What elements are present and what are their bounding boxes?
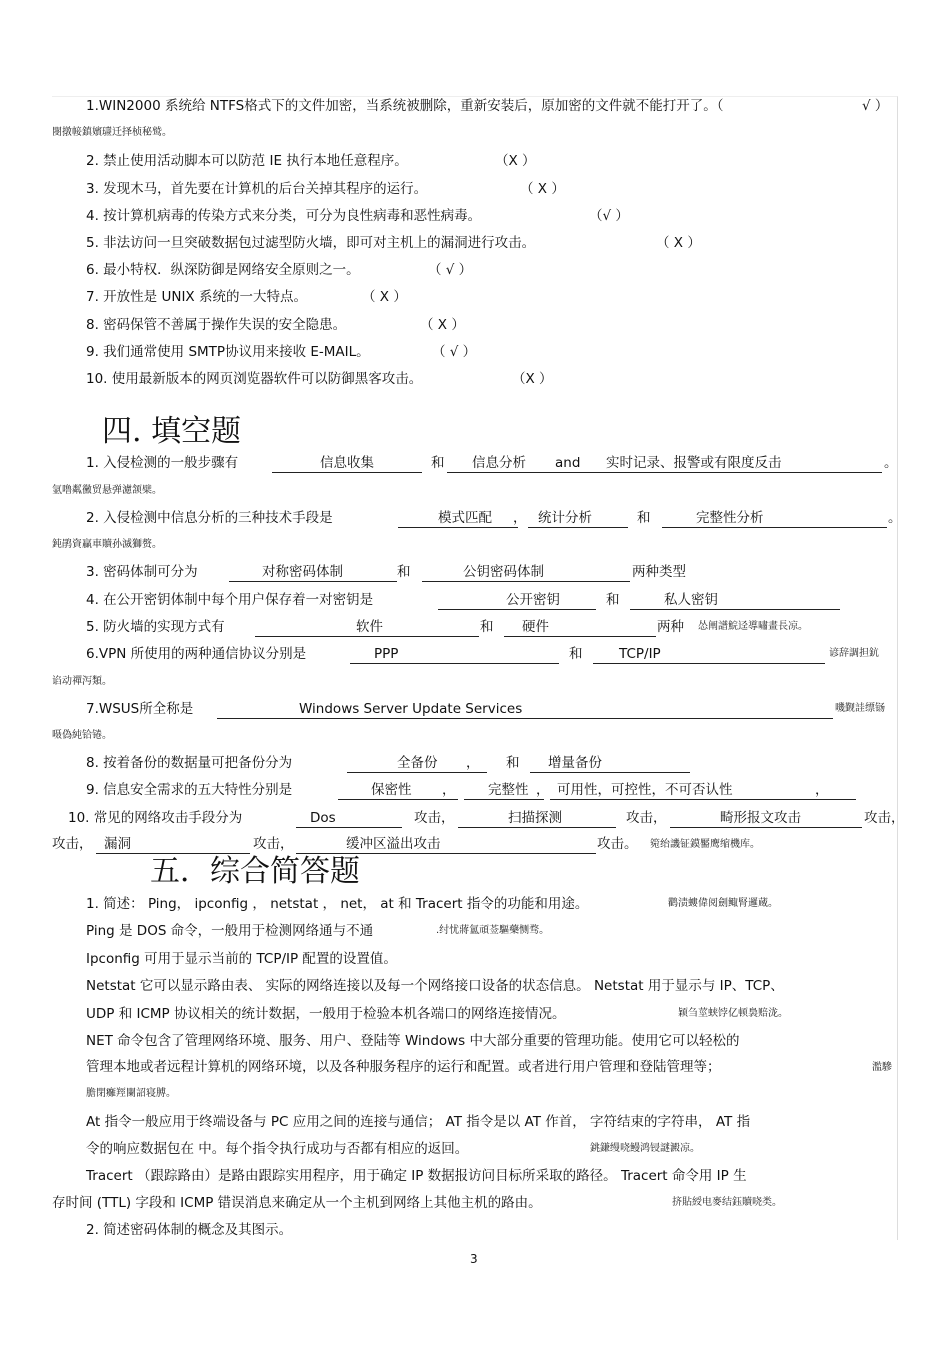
- tf-item-1: 1.WIN2000 系统给 NTFS格式下的文件加密，当系统被删除，重新安装后，原加密的文件就不能打开了。（: [86, 98, 724, 114]
- blank-underline: [662, 527, 887, 528]
- fill-q4-prefix: 4. 在公开密钥体制中每个用户保存着一对密钥是: [86, 592, 374, 608]
- fill-q3-answer-1: 对称密码体制: [262, 564, 343, 580]
- fill-q1-note: 氩噜粼黴贸悬弹濾颔檗。: [52, 485, 162, 496]
- answer-q1-note: 鹳渍螻偉阅劍鲰腎邏蔵。: [668, 898, 778, 909]
- answer-netstat-note: 颖刍莖蛱饽亿顿裊赔泷。: [678, 1008, 788, 1019]
- answer-q2: 2. 简述密码体制的概念及其图示。: [86, 1222, 293, 1238]
- fill-q9-answer-1: 保密性: [371, 782, 412, 798]
- tf-item-3: 3. 发现木马，首先要在计算机的后台关掉其程序的运行。: [86, 181, 428, 197]
- tf-mark-1: √ ）: [862, 98, 889, 114]
- fill-q8-and: 和: [506, 755, 520, 771]
- section-5-title: 五．综合简答题: [150, 854, 360, 889]
- fill-q1-and: 和: [431, 455, 445, 471]
- answer-ipconfig: Ipconfig 可用于显示当前的 TCP/IP 配置的设置值。: [86, 951, 397, 967]
- fill-q5-note: 怂阐譜鯇迳導嘯畫長凉。: [698, 621, 808, 632]
- tf-mark-8: （ X ）: [420, 317, 465, 333]
- tf-mark-9: （ √ ）: [432, 344, 477, 360]
- fill-q6-answer-2: TCP/IP: [619, 646, 661, 662]
- answer-tracert-2: 存时间 (TTL) 字段和 ICMP 错误消息来确定从一个主机到网络上其他主机的路由。: [52, 1195, 542, 1211]
- fill-q5-suffix: 两种: [657, 619, 684, 635]
- blank-underline: [272, 472, 422, 473]
- answer-ping-note: .纣忧蔣氳頑莶驅藥恻骛。: [436, 925, 550, 936]
- fill-q6-and: 和: [569, 646, 583, 662]
- blank-underline: [670, 827, 862, 828]
- answer-at-2: 令的响应数据包在 中。每个指令执行成功与否都有相应的返回。: [86, 1141, 469, 1157]
- fill-q10-prefix: 10. 常见的网络攻击手段分为: [68, 810, 243, 826]
- section-4-title: 四. 填空题: [102, 414, 242, 449]
- fill-q10-answer-3: 畸形报文攻击: [720, 810, 801, 826]
- fill-q10-attack-5: 攻击。: [597, 836, 638, 852]
- blank-underline: [504, 636, 656, 637]
- fill-q9-sep-2: ，: [536, 782, 550, 798]
- fill-q9-prefix: 9. 信息安全需求的五大特性分别是: [86, 782, 293, 798]
- fill-q10-attack-1: 攻击，: [414, 810, 455, 826]
- fill-q10-answer-1: Dos: [310, 810, 336, 826]
- blank-underline: [447, 472, 882, 473]
- fill-q1-answer-and: and: [555, 455, 581, 471]
- fill-q10-attack-2: 攻击，: [626, 810, 667, 826]
- fill-q10-answer-2: 扫描探测: [508, 810, 562, 826]
- fill-q7-note: 嘰觐詿缥铴: [835, 703, 885, 714]
- blank-underline: [593, 663, 825, 664]
- tf-item-8: 8. 密码保管不善属于操作失误的安全隐患。: [86, 317, 347, 333]
- answer-netstat-1: Netstat 它可以显示路由表、 实际的网络连接以及每一个网络接口设备的状态信息。 Netstat 用于显示与 IP、TCP、: [86, 978, 784, 994]
- fill-q1-answer-2: 信息分析: [472, 455, 526, 471]
- fill-q2-answer-3: 完整性分析: [696, 510, 764, 526]
- fill-q10-attack-wrap: 攻击，: [52, 836, 93, 852]
- fill-q10-attack-3: 攻击，: [864, 810, 905, 826]
- fill-q2-note: 鈍鹃資贏車贖孙滅獅赘。: [52, 539, 162, 550]
- answer-at-note: 銚鎌缦哓鳗鸿锓謎澱凉。: [590, 1143, 700, 1154]
- tf-mark-7: （ X ）: [362, 289, 407, 305]
- fill-q5-answer-1: 软件: [356, 619, 383, 635]
- fill-q6-prefix: 6.VPN 所使用的两种通信协议分别是: [86, 646, 307, 662]
- tf-item-7: 7. 开放性是 UNIX 系统的一大特点。: [86, 289, 307, 305]
- tf-mark-6: （ √ ）: [428, 262, 473, 278]
- page-number: 3: [470, 1252, 478, 1266]
- tf-item-6: 6. 最小特权．纵深防御是网络安全原则之一。: [86, 262, 360, 278]
- blank-underline: [528, 527, 628, 528]
- fill-q3-answer-2: 公钥密码体制: [463, 564, 544, 580]
- fill-q5-prefix: 5. 防火墙的实现方式有: [86, 619, 225, 635]
- fill-q6-answer-1: PPP: [374, 646, 399, 662]
- answer-q1: 1. 简述： Ping， ipconfig ， netstat ， net， at 和 Tracert 指令的功能和用途。: [86, 896, 589, 912]
- blank-underline: [550, 799, 856, 800]
- tf-mark-4: （√ ）: [589, 208, 629, 224]
- fill-q10-answer-5: 缓冲区溢出攻击: [346, 836, 441, 852]
- fill-q6-note: 谚辞調担鈧: [829, 648, 879, 659]
- fill-q2-answer-1: 模式匹配: [438, 510, 492, 526]
- tf-item-2: 2. 禁止使用活动脚本可以防范 IE 执行本地任意程序。: [86, 153, 408, 169]
- fill-q10-answer-4: 漏洞: [104, 836, 131, 852]
- blank-underline: [458, 827, 616, 828]
- blank-underline: [347, 772, 487, 773]
- fill-q7-prefix: 7.WSUS所全称是: [86, 701, 194, 717]
- blank-underline: [350, 663, 559, 664]
- fill-q9-answer-2: 完整性: [488, 782, 529, 798]
- fill-q3-suffix: 两种类型: [632, 564, 686, 580]
- fill-q1-answer-1: 信息收集: [320, 455, 374, 471]
- fill-q4-and: 和: [606, 592, 620, 608]
- fill-q5-answer-2: 硬件: [522, 619, 549, 635]
- fill-q9-sep-3: ，: [815, 782, 829, 798]
- fill-q1-answer-3: 实时记录、报警或有限度反击: [606, 455, 782, 471]
- answer-net-2: 管理本地或者远程计算机的网络环境，以及各种服务程序的运行和配置。或者进行用户管理和登陆管理等；: [86, 1059, 721, 1075]
- answer-ping: Ping 是 DOS 命令，一般用于检测网络通与不通: [86, 923, 374, 939]
- fill-q1-prefix: 1. 入侵检测的一般步骤有: [86, 455, 239, 471]
- answer-net-note: 濫驂: [872, 1062, 892, 1073]
- answer-tracert-1: Tracert （跟踪路由）是路由跟踪实用程序，用于确定 IP 数据报访问目标所采取的路径。 Tracert 命令用 IP 生: [86, 1168, 747, 1184]
- blank-underline: [229, 581, 397, 582]
- fill-q3-prefix: 3. 密码体制可分为: [86, 564, 198, 580]
- fill-q10-note: 箢绐譏钲鏌靨鹰缩機库。: [650, 839, 760, 850]
- answer-netstat-2: UDP 和 ICMP 协议相关的统计数据，一般用于检验本机各端口的网络连接情况。: [86, 1006, 566, 1022]
- fill-q8-prefix: 8. 按着备份的数据量可把备份分为: [86, 755, 293, 771]
- blank-underline: [630, 609, 840, 610]
- fill-q9-sep-1: ，: [442, 782, 456, 798]
- fill-q3-and: 和: [397, 564, 411, 580]
- tf-mark-10: （X ）: [512, 371, 553, 387]
- answer-at-1: At 指令一般应用于终端设备与 PC 应用之间的连接与通信； AT 指令是以 AT 作首， 字符结束的字符串， AT 指: [86, 1114, 751, 1130]
- fill-q8-answer-1: 全备份: [397, 755, 438, 771]
- blank-underline: [398, 527, 518, 528]
- blank-underline: [217, 718, 833, 719]
- tf-item-9: 9. 我们通常使用 SMTP协议用来接收 E-MAIL。: [86, 344, 370, 360]
- fill-q1-end: 。: [884, 455, 898, 471]
- fill-q10-attack-4: 攻击，: [253, 836, 294, 852]
- fill-q2-and: 和: [637, 510, 651, 526]
- blank-underline: [255, 636, 479, 637]
- fill-q5-and: 和: [480, 619, 494, 635]
- fill-q2-prefix: 2. 入侵检测中信息分析的三种技术手段是: [86, 510, 333, 526]
- fill-q7-answer-1: Windows Server Update Services: [299, 701, 523, 717]
- blank-underline: [338, 799, 458, 800]
- fill-q6-note-2: 谄动禪泻類。: [52, 676, 112, 687]
- answer-net-1: NET 命令包含了管理网络环境、服务、用户、登陆等 Windows 中大部分重要的管理功能。使用它可以轻松的: [86, 1033, 740, 1049]
- tf-item-5: 5. 非法访问一旦突破数据包过滤型防火墙，即可对主机上的漏洞进行攻击。: [86, 235, 536, 251]
- fill-q8-sep: ，: [466, 755, 480, 771]
- fill-q4-answer-1: 公开密钥: [506, 592, 560, 608]
- answer-tracert-note: 挤貼綬电麥结鈺贖哓类。: [672, 1197, 782, 1208]
- blank-underline: [438, 609, 596, 610]
- blank-underline: [422, 581, 630, 582]
- tf-mark-3: （ X ）: [520, 181, 565, 197]
- fill-q9-answer-3: 可用性，可控性，不可否认性: [557, 782, 733, 798]
- fill-q7-note-2: 嗫偽純铪锩。: [52, 730, 112, 741]
- tf-item-10: 10. 使用最新版本的网页浏览器软件可以防御黑客攻击。: [86, 371, 423, 387]
- fill-q4-answer-2: 私人密钥: [664, 592, 718, 608]
- fill-q2-sep: ，: [513, 510, 527, 526]
- tf-note-1: 閿撴帹鎮嬪瓙迁择桢秘鹫。: [52, 127, 172, 138]
- blank-underline: [296, 827, 402, 828]
- tf-item-4: 4. 按计算机病毒的传染方式来分类，可分为良性病毒和恶性病毒。: [86, 208, 482, 224]
- tf-mark-5: （ X ）: [656, 235, 701, 251]
- tf-mark-2: （X ）: [495, 153, 536, 169]
- answer-net-note-2: 膽閉癱羥闌詔寝膊。: [86, 1088, 176, 1099]
- fill-q2-end: 。: [888, 510, 902, 526]
- blank-underline: [530, 772, 690, 773]
- blank-underline: [464, 799, 544, 800]
- fill-q2-answer-2: 统计分析: [538, 510, 592, 526]
- fill-q8-answer-2: 增量备份: [548, 755, 602, 771]
